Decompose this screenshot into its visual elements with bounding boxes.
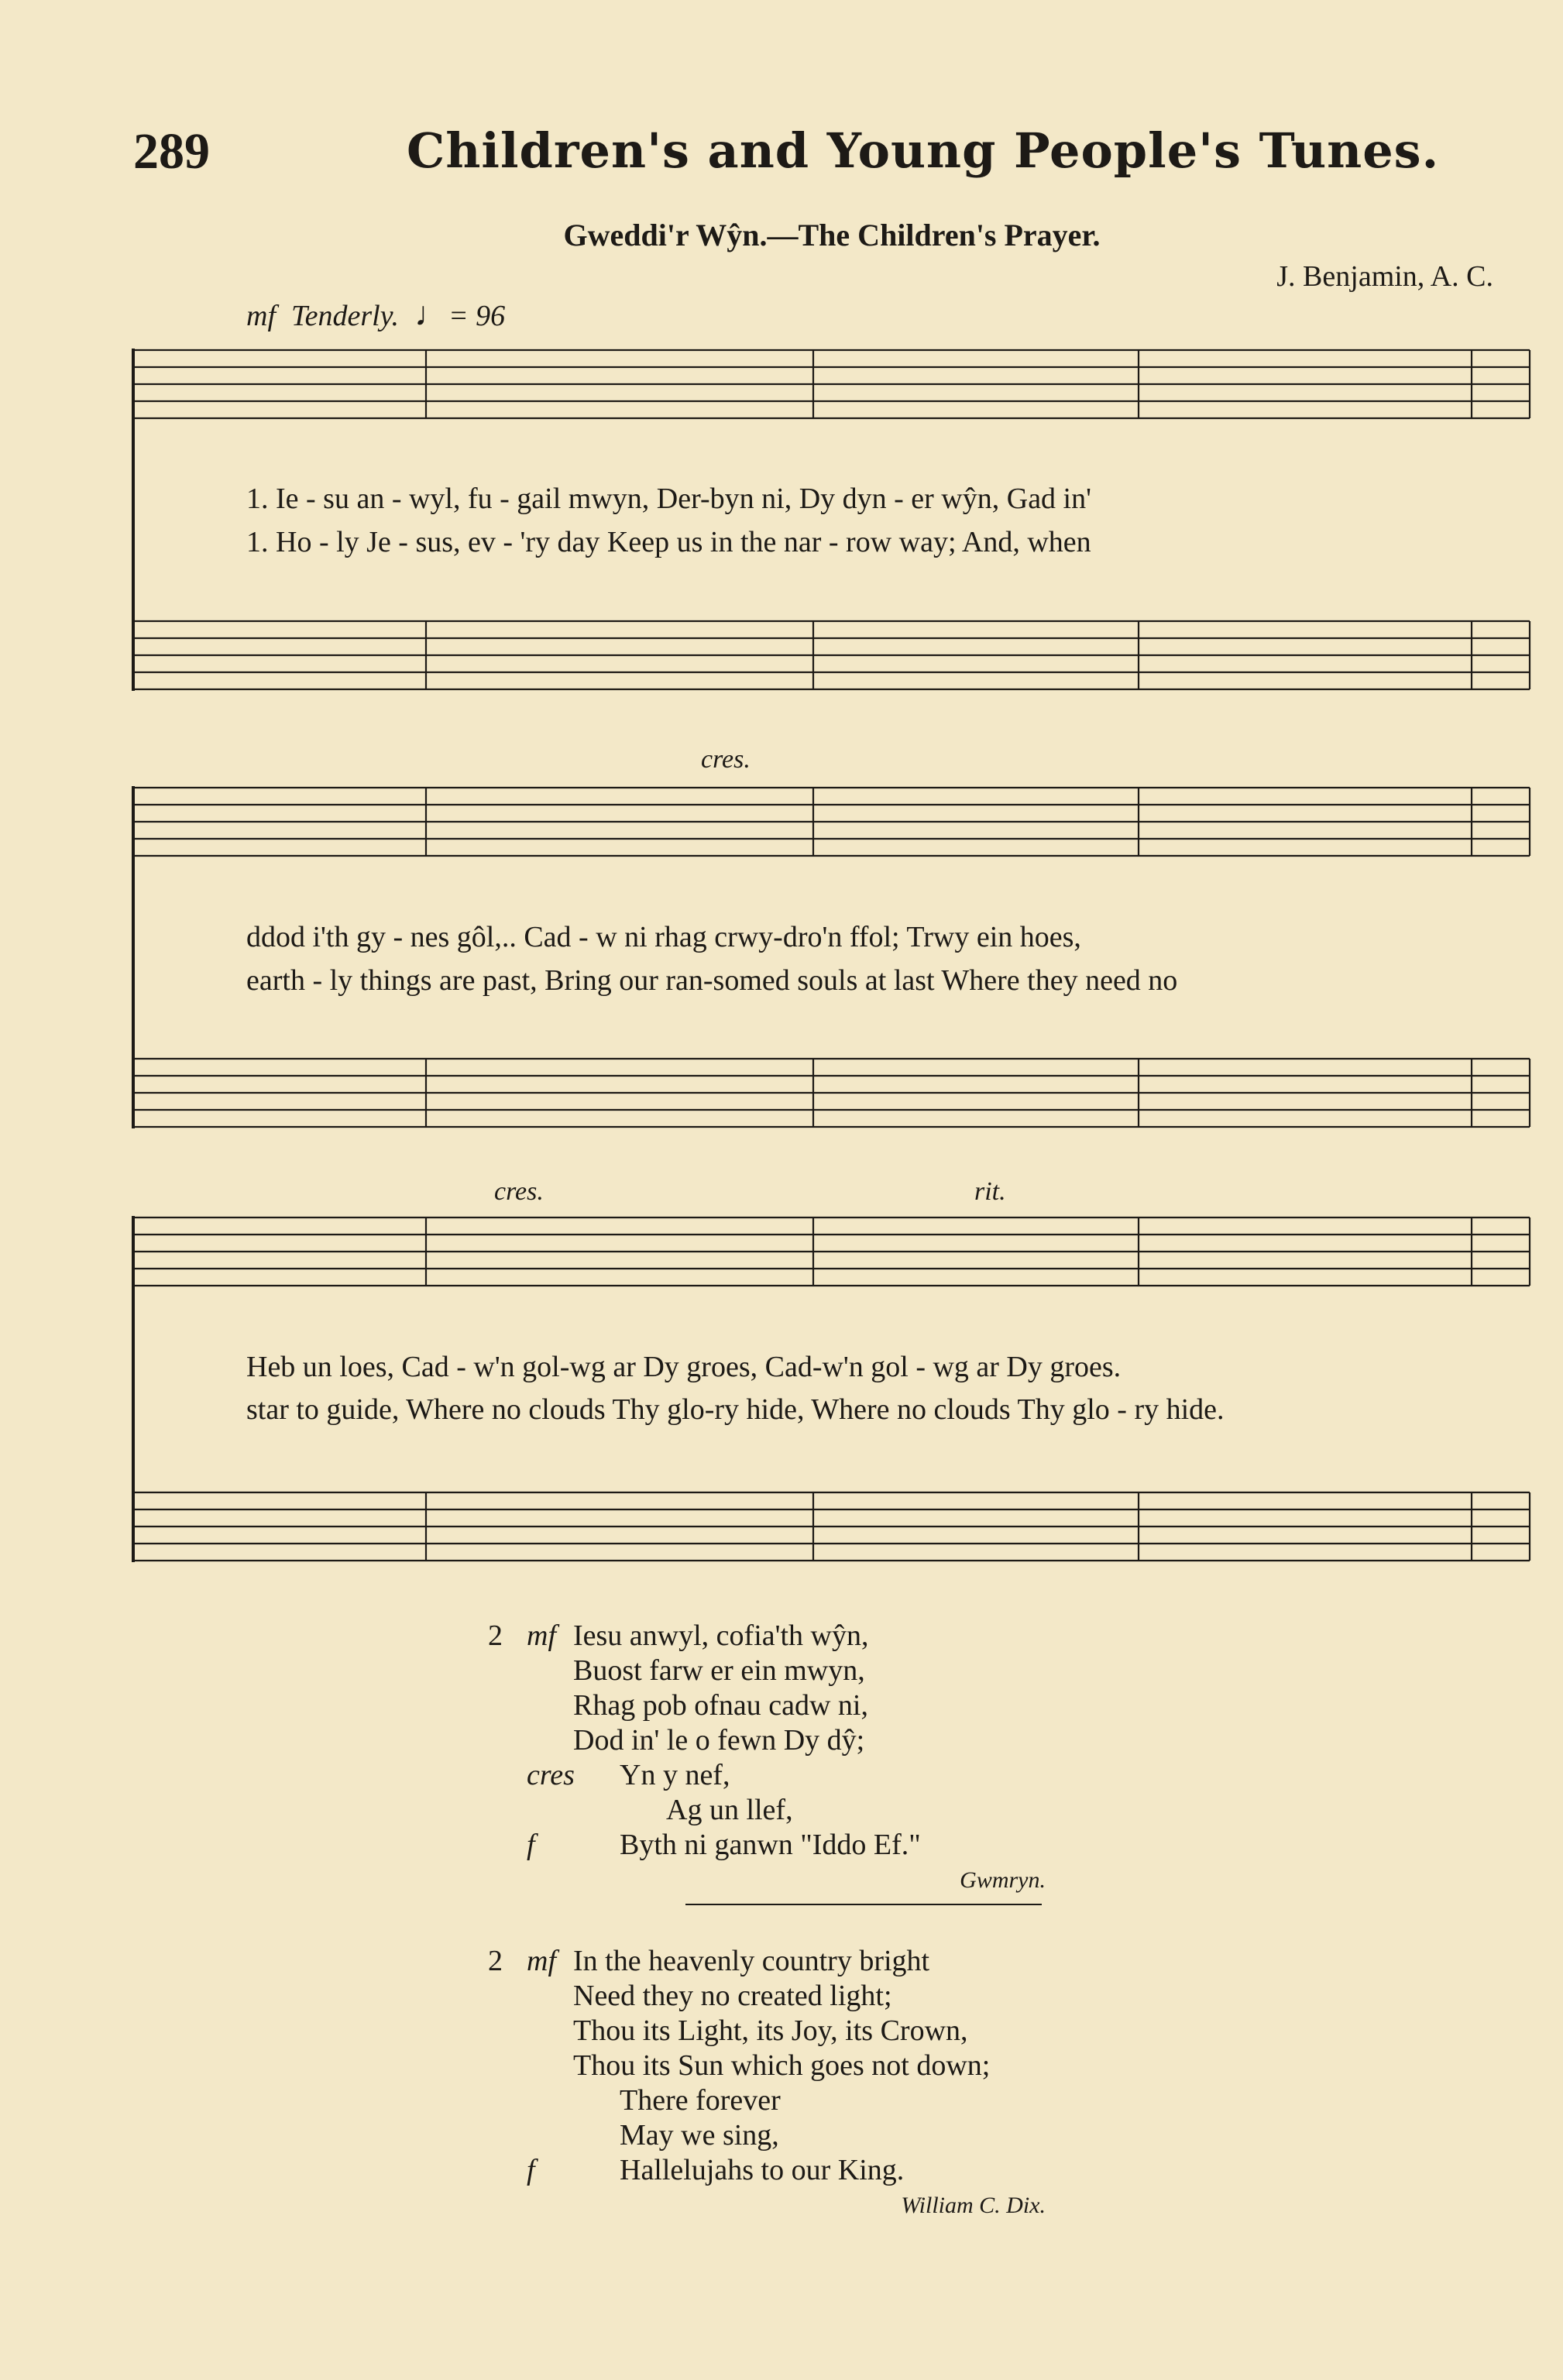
treble-staff	[132, 1216, 1530, 1287]
hymn-title: Gweddi'r Wŷn.—The Children's Prayer.	[563, 218, 1101, 252]
dynamic-mark: mf	[527, 1945, 556, 1977]
verse-welsh	[488, 1619, 1046, 1897]
verse-line	[488, 2118, 1046, 2153]
staff-lines	[132, 620, 1530, 691]
lyric-line-english: star to guide, Where no clouds Thy glo-ry hide, Where no clouds Thy glo - ry hide.	[246, 1393, 1225, 1426]
ritardando-mark: rit.	[974, 1177, 1006, 1206]
lyric-line-english: earth - ly things are past, Bring our ran-somed souls at last Where they need no	[246, 964, 1178, 997]
metronome-value: = 96	[448, 300, 506, 332]
bass-staff	[132, 620, 1530, 691]
verse-line	[488, 1828, 1038, 1863]
verse-text: In the heavenly country bright	[573, 1945, 930, 1977]
verse-text: Rhag pob ofnau cadw ni,	[573, 1689, 868, 1722]
verse-text: Need they no created light;	[573, 1980, 892, 2012]
verse-text: Thou its Light, its Joy, its Crown,	[573, 2014, 968, 2047]
verse-line	[488, 1723, 1038, 1758]
verse-number: 2	[488, 1619, 503, 1652]
bass-staff	[132, 1057, 1530, 1128]
verse-english	[488, 1944, 1046, 2223]
crescendo-mark: cres.	[701, 745, 751, 774]
treble-staff	[132, 786, 1530, 857]
author-credit: William C. Dix.	[901, 2193, 1046, 2218]
dynamic-mark: cres	[527, 1759, 575, 1791]
lyric-line-welsh: ddod i'th gy - nes gôl,.. Cad - w ni rhag crwy-dro'n ffol; Trwy ein hoes,	[246, 921, 1081, 953]
lyric-line-welsh: Heb un loes, Cad - w'n gol-wg ar Dy groes, Cad-w'n gol - wg ar Dy groes.	[246, 1351, 1122, 1383]
verse-text: Dod in' le o fewn Dy dŷ;	[573, 1724, 865, 1757]
dynamic-mark: f	[527, 2154, 535, 2186]
dynamic-mark: f	[527, 1829, 535, 1861]
crescendo-mark: cres.	[494, 1177, 544, 1206]
verse-text: Buost farw er ein mwyn,	[573, 1654, 865, 1687]
verse-line	[488, 1793, 1038, 1828]
verse-text: There forever	[620, 2084, 781, 2117]
verse-text: Ag un llef,	[666, 1794, 793, 1826]
lyric-line-english: 1. Ho - ly Je - sus, ev - 'ry day Keep us in the nar - row way; And, when	[246, 526, 1091, 558]
verse-line	[488, 1758, 1038, 1793]
verse-text: Byth ni ganwn "Iddo Ef."	[620, 1829, 921, 1861]
verse-text: Iesu anwyl, cofia'th wŷn,	[573, 1619, 869, 1652]
dynamic-mark: mf	[527, 1619, 556, 1652]
verse-line	[488, 1654, 1038, 1688]
running-title: Children's and Young People's Tunes.	[407, 122, 1440, 179]
staff-lines	[132, 1216, 1530, 1287]
verse-line	[488, 2153, 1046, 2188]
dynamic-mark: mf	[246, 300, 276, 332]
tempo-text: Tenderly.	[291, 300, 399, 332]
page-number: 289	[133, 123, 210, 180]
staff-lines	[132, 1057, 1530, 1128]
verse-line	[488, 2049, 1046, 2083]
quarter-note-icon: ♩	[414, 295, 448, 333]
staff-lines	[132, 786, 1530, 857]
bass-staff	[132, 1491, 1530, 1562]
verse-text: Thou its Sun which goes not down;	[573, 2049, 991, 2082]
lyric-line-welsh: 1. Ie - su an - wyl, fu - gail mwyn, Der-byn ni, Dy dyn - er wŷn, Gad in'	[246, 483, 1091, 515]
verse-line	[488, 2014, 1046, 2049]
verse-line	[488, 1944, 1046, 1979]
verse-text: Hallelujahs to our King.	[620, 2154, 905, 2186]
composer: J. Benjamin, A. C.	[1276, 260, 1493, 293]
verse-number: 2	[488, 1945, 503, 1977]
staff-lines	[132, 349, 1530, 420]
verse-line	[488, 2083, 1046, 2118]
treble-staff	[132, 349, 1530, 420]
staff-lines	[132, 1491, 1530, 1562]
verse-text: Yn y nef,	[620, 1759, 730, 1791]
divider-rule	[685, 1904, 1042, 1905]
verse-text: May we sing,	[620, 2119, 779, 2152]
author-credit: Gwmryn.	[960, 1867, 1046, 1893]
tempo-marking	[246, 294, 505, 334]
verse-line	[488, 1688, 1038, 1723]
verse-line	[488, 1979, 1046, 2014]
verse-line	[488, 1619, 1038, 1654]
